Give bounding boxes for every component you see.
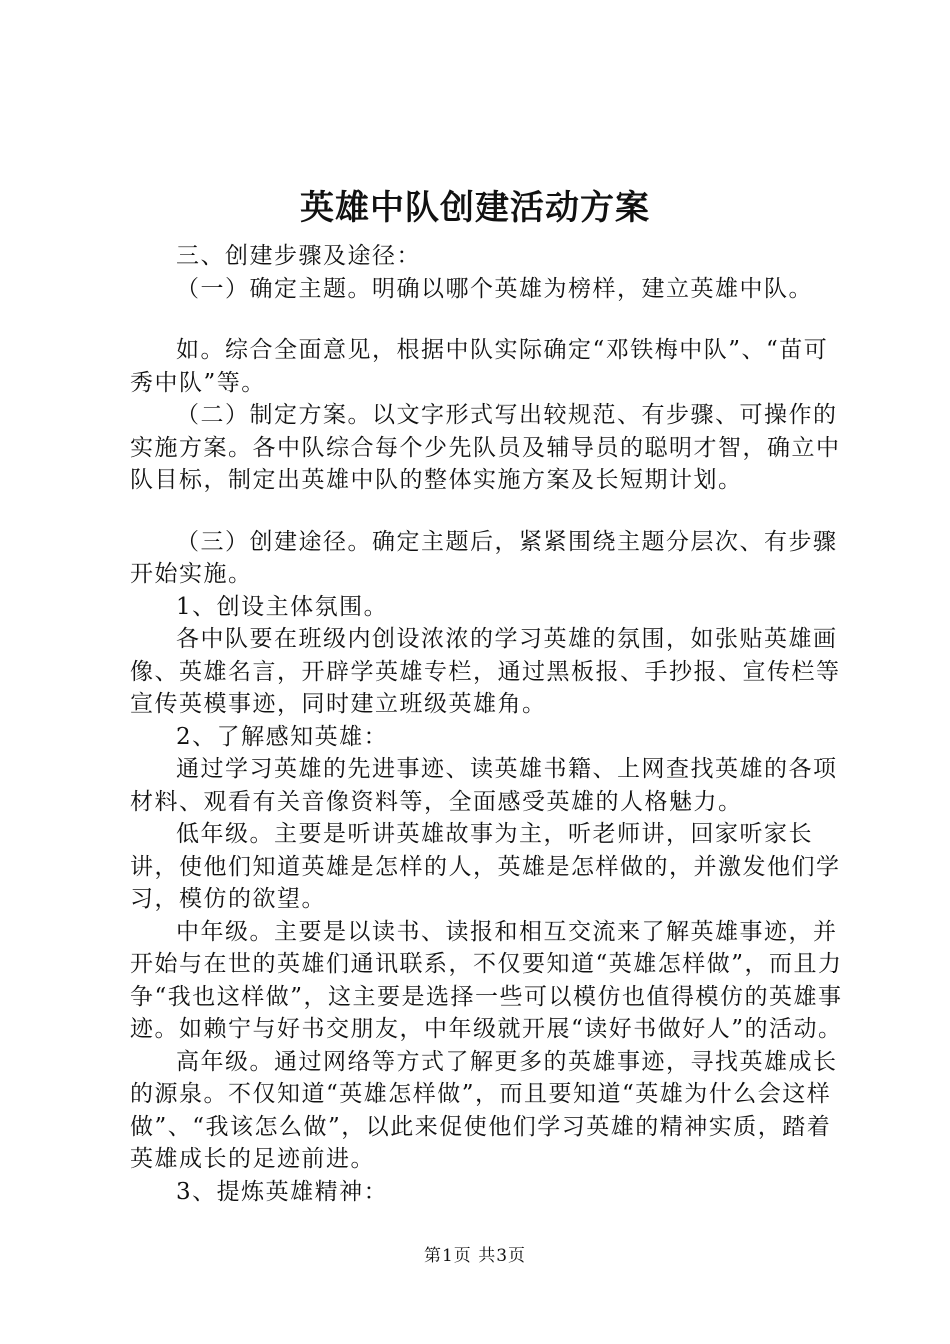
paragraph-example: 如。综合全面意见，根据中队实际确定“邓铁梅中队”、“苗可秀中队”等。 — [130, 337, 829, 396]
paragraph-section-heading: 三、创建步骤及途径： — [176, 243, 421, 269]
paragraph-step-three: （三）创建途径。确定主题后，紧紧围绕主题分层次、有步骤开始实施。 — [130, 528, 838, 587]
paragraph-middle-grade: 中年级。主要是以读书、读报和相互交流来了解英雄事迹，并开始与在世的英雄们通讯联系，不仅要知道“英雄怎样做”，而且力争“我也这样做”，这主要是选择一些可以模仿也值得模仿的英雄事迹。如赖宁与好书交朋友，中年级就开展“读好书做好人”的活动。 — [130, 918, 843, 1042]
paragraph-item-three-heading: 3、提炼英雄精神： — [176, 1178, 389, 1205]
paragraph-item-two-body: 通过学习英雄的先进事迹、读英雄书籍、上网查找英雄的各项材料、观看有关音像资料等，全面感受英雄的人格魅力。 — [130, 756, 838, 815]
paragraph-item-one-body: 各中队要在班级内创设浓浓的学习英雄的氛围，如张贴英雄画像、英雄名言，开辟学英雄专栏，通过黑板报、手抄报、宣传栏等宣传英模事迹，同时建立班级英雄角。 — [130, 626, 841, 717]
document-body — [130, 240, 850, 1208]
document-title: 英雄中队创建活动方案 — [300, 188, 650, 228]
paragraph-step-one: （一）确定主题。明确以哪个英雄为榜样，建立英雄中队。 — [176, 275, 813, 302]
paragraph-item-one-heading: 1、创设主体氛围。 — [176, 593, 389, 620]
paragraph-item-two-heading: 2、了解感知英雄： — [176, 723, 389, 750]
paragraph-upper-grade: 高年级。通过网络等方式了解更多的英雄事迹，寻找英雄成长的源泉。不仅知道“英雄怎样做”，而且要知道“英雄为什么会这样做”、“我该怎么做”，以此来促使他们学习英雄的精神实质，踏着英雄成长的足迹前进。 — [130, 1048, 838, 1172]
paragraph-lower-grade: 低年级。主要是听讲英雄故事为主，听老师讲，回家听家长讲，使他们知道英雄是怎样的人，英雄是怎样做的，并激发他们学习，模仿的欲望。 — [130, 821, 841, 912]
page-footer: 第1页 共3页 — [423, 1246, 527, 1266]
paragraph-step-two: （二）制定方案。以文字形式写出较规范、有步骤、可操作的实施方案。各中队综合每个少先队员及辅导员的聪明才智，确立中队目标，制定出英雄中队的整体实施方案及长短期计划。 — [130, 402, 841, 493]
